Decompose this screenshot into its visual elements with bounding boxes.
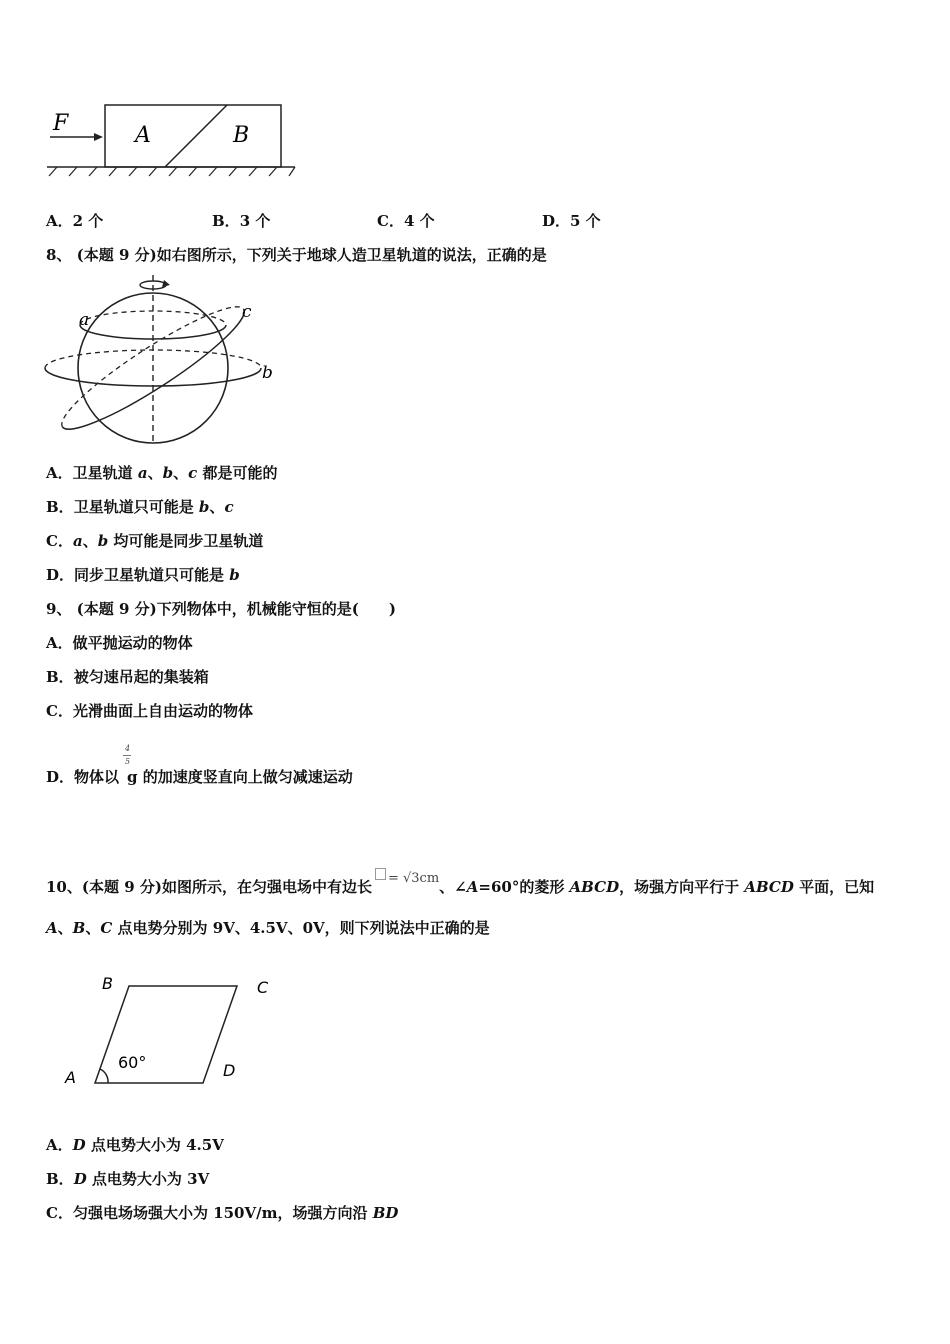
question-text: ，场强方向平行于 — [619, 878, 745, 896]
segment-bd: BD — [372, 1204, 399, 1222]
separator: 、 — [173, 464, 189, 482]
point-a: A — [46, 919, 58, 937]
option-key: B． — [46, 1170, 74, 1188]
option-key: D． — [542, 212, 571, 230]
question-text: =60°的菱形 — [478, 878, 570, 896]
option-key: A． — [46, 212, 73, 230]
separator: 、 — [147, 464, 163, 482]
option-text: 均可能是同步卫星轨道 — [108, 532, 264, 550]
option-text: 点电势大小为 4.5V — [85, 1136, 224, 1154]
question-text: 、∠ — [439, 878, 467, 896]
option-text: 5 个 — [570, 212, 601, 230]
option-key: D． — [46, 768, 75, 786]
var-b: b — [97, 532, 109, 550]
option-key: A． — [46, 1136, 73, 1154]
option-text: 都是可能的 — [197, 464, 278, 482]
label-b: B — [102, 974, 113, 993]
separator: 、 — [85, 919, 101, 937]
option-key: C． — [377, 212, 404, 230]
q7-option-a[interactable] — [46, 211, 103, 231]
q8-orbit-figure — [40, 275, 280, 450]
question-score: (本题 9 分) — [76, 246, 157, 264]
q10-option-a[interactable] — [46, 1135, 224, 1155]
option-text: 的加速度竖直向上做匀减速运动 — [137, 768, 353, 786]
question-text: 如图所示，在匀强电场中有边长 — [161, 878, 372, 896]
var-b: b — [229, 566, 240, 584]
option-key: B． — [212, 212, 240, 230]
question-text: 下列物体中，机械能守恒的是( ) — [156, 600, 396, 618]
q7-option-d[interactable] — [542, 211, 601, 231]
option-text: 点电势大小为 3V — [86, 1170, 210, 1188]
question-number: 10、 — [46, 878, 82, 896]
option-text: 光滑曲面上自由运动的物体 — [72, 702, 253, 720]
q10-rhombus-figure — [55, 965, 295, 1095]
orbit-c-label: c — [242, 302, 252, 322]
option-text: 做平抛运动的物体 — [72, 634, 193, 652]
var-c: c — [224, 498, 234, 516]
option-text: 4 个 — [403, 212, 435, 230]
question-number: 9、 — [46, 600, 72, 618]
var-c: c — [188, 464, 198, 482]
option-key: A． — [46, 464, 73, 482]
separator: 、 — [57, 919, 73, 937]
option-key: C． — [46, 532, 73, 550]
angle-arc — [100, 1069, 108, 1083]
block-b-label: B — [233, 123, 250, 148]
q7-option-b[interactable] — [212, 211, 270, 231]
force-label: F — [53, 111, 69, 136]
formula-placeholder-box — [375, 868, 386, 880]
point-d: D — [73, 1170, 87, 1188]
question-text: 如右图所示，下列关于地球人造卫星轨道的说法，正确的是 — [156, 246, 547, 264]
block-a-label: A — [135, 123, 151, 148]
option-key: C． — [46, 1204, 73, 1222]
separator: 、 — [209, 498, 225, 516]
option-text: 卫星轨道只可能是 — [73, 498, 199, 516]
var-a: a — [137, 464, 148, 482]
question-text: 点电势分别为 9V、4.5V、0V，则下列说法中正确的是 — [112, 919, 490, 937]
fraction-denominator: 5 — [125, 757, 131, 766]
angle-label: 60° — [118, 1053, 147, 1072]
q7-option-c[interactable] — [377, 211, 435, 231]
q8-stem — [46, 245, 547, 265]
block-divider — [165, 105, 227, 167]
option-key: D． — [46, 566, 75, 584]
blocks-outline — [105, 105, 281, 167]
orbit-b-label: b — [262, 363, 273, 383]
question-score: (本题 9 分) — [76, 600, 157, 618]
point-d: D — [72, 1136, 86, 1154]
point-c: C — [100, 919, 113, 937]
separator: 、 — [82, 532, 98, 550]
gravity-symbol: g — [127, 768, 138, 786]
option-key: A． — [46, 634, 73, 652]
q8-option-d[interactable] — [46, 565, 240, 585]
orbit-a-label: a — [79, 310, 90, 330]
q8-option-a[interactable] — [46, 463, 278, 483]
q10-option-c[interactable] — [46, 1203, 398, 1223]
option-text: 卫星轨道 — [72, 464, 138, 482]
question-score: (本题 9 分) — [81, 878, 162, 896]
option-text: 匀强电场场强大小为 150V/m，场强方向沿 — [72, 1204, 373, 1222]
label-c: C — [257, 978, 269, 997]
shape-name: ABCD — [569, 878, 620, 896]
rhombus-abcd — [95, 986, 237, 1083]
fraction-numerator: 4 — [125, 744, 131, 753]
option-text: 被匀速吊起的集装箱 — [73, 668, 209, 686]
angle-var: A — [466, 878, 479, 896]
option-text: 同步卫星轨道只可能是 — [74, 566, 230, 584]
var-a: a — [72, 532, 83, 550]
force-arrowhead — [94, 133, 103, 141]
fraction-bar — [123, 755, 131, 756]
q9-option-a[interactable] — [46, 633, 193, 653]
q9-option-c[interactable] — [46, 701, 253, 721]
option-text: 3 个 — [239, 212, 271, 230]
option-key: B． — [46, 668, 74, 686]
side-length-formula: = √3cm — [387, 871, 440, 886]
ground-hatching — [49, 167, 295, 176]
q9-option-d[interactable] — [46, 767, 353, 787]
question-text: 平面，已知 — [793, 878, 875, 896]
q8-option-b[interactable] — [46, 497, 234, 517]
var-b: b — [198, 498, 210, 516]
orbit-c — [62, 309, 254, 443]
point-b: B — [72, 919, 86, 937]
option-text: 2 个 — [72, 212, 104, 230]
q10-option-b[interactable] — [46, 1169, 209, 1189]
question-number: 8、 — [46, 246, 72, 264]
q10-stem — [46, 868, 874, 897]
option-text: 物体以 — [74, 768, 120, 786]
option-key: C． — [46, 702, 73, 720]
q8-option-c[interactable] — [46, 531, 263, 551]
label-d: D — [223, 1061, 236, 1080]
option-key: B． — [46, 498, 74, 516]
var-b: b — [162, 464, 174, 482]
label-a: A — [65, 1068, 76, 1087]
q7-block-figure — [45, 100, 305, 180]
q10-stem-line2 — [46, 918, 490, 938]
q9-option-b[interactable] — [46, 667, 209, 687]
q9-stem — [46, 599, 396, 619]
plane-name: ABCD — [744, 878, 794, 896]
